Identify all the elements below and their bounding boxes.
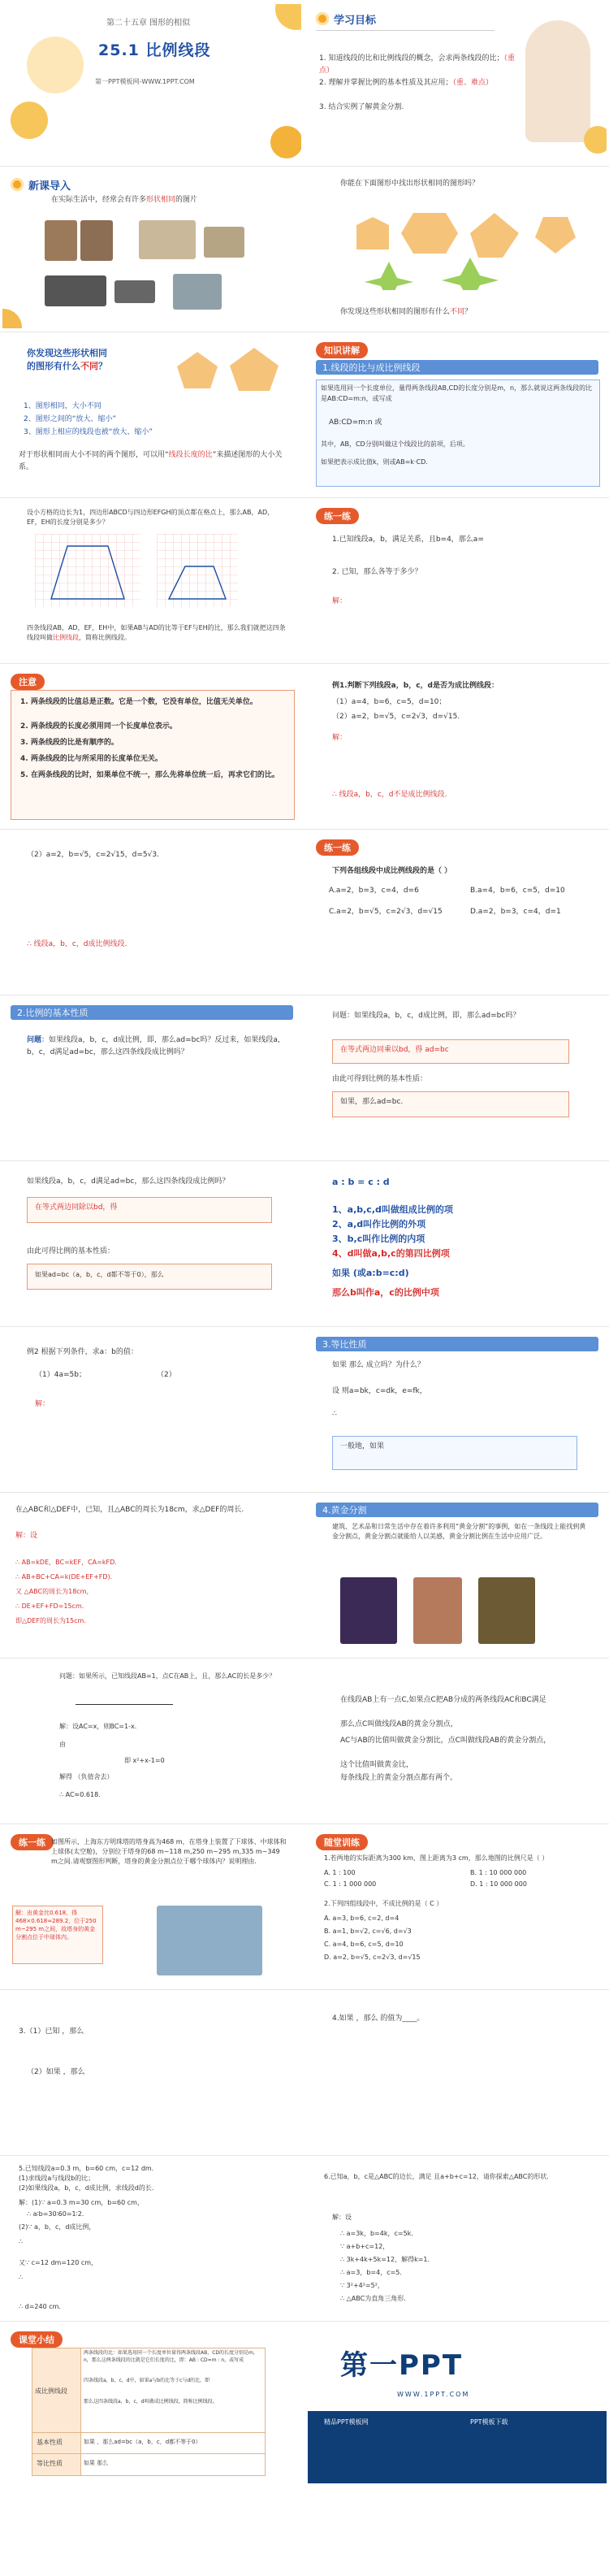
answer-label: 解： — [35, 1400, 50, 1408]
solution-step-1: ∴ AB=kDE，BC=kEF，CA=kFD. — [15, 1559, 117, 1566]
proportion-expression: a : b = c : d — [332, 1177, 390, 1187]
grid-figure — [35, 534, 246, 615]
question2-text: 你发现这些形状相同的图形有什么不同？ — [340, 308, 473, 316]
term-3: 3、b,c叫作比例的内项 — [332, 1234, 425, 1244]
question-text: 你能在下面图形中找出形状相同的图形吗？ — [340, 180, 480, 188]
example-text: 设小方格的边长为1，四边形ABCD与四边形EFGH的顶点都在格点上，那么AB，AD，EF，EH的长度分别是多少？ — [27, 509, 274, 526]
slide-golden-def[interactable] — [308, 1662, 607, 1820]
solution-step-2: 即 x²+x-1=0 — [124, 1757, 165, 1764]
golden-intro: 建筑、艺术品和日常生活中存在着许多利用“黄金分割”的事例，如在一条线段上能找到黄金分割点，黄金分割点就能给人以美感，黄金分割比例在生活中应用广泛。 — [332, 1523, 586, 1540]
slide-exercise-6[interactable] — [308, 2159, 607, 2318]
golden-def-3: AC与AB的比值叫做黄金分割比，点C叫做线段AB的黄金分割点， — [340, 1737, 551, 1745]
golden-def-4: 这个比值叫做黄金比， — [340, 1761, 414, 1769]
header-bullet-icon — [11, 178, 24, 191]
note-1: 1. 两条线段的比值总是正数。它是一个数，它没有单位，比值无关单位。 — [20, 698, 257, 706]
photo-statue — [413, 1577, 462, 1644]
problem-text: 问题：如果所示，已知线段AB=1，点C在AB上，且，那么AC的长是多少？ — [59, 1672, 276, 1680]
summary-item-4: 如果 ，那么ad=bc（a，b，c，d都不等于0） — [84, 2439, 201, 2445]
decor-circle — [584, 126, 607, 154]
question-text: 你发现这些形状相同 — [27, 348, 107, 358]
topic-bar: 4.黄金分割 — [316, 1503, 598, 1517]
answer-label: 解： — [332, 734, 348, 742]
mean-lead: 如果 (或a:b=c:d) — [332, 1268, 409, 1278]
answer-text: 解：由黄金比0.618，得468×0.618≈289.2，位于250 m~295 m之间，故塔身的黄金分割点位于中球体内。 — [15, 1910, 97, 1941]
pentagon-shape — [535, 217, 576, 254]
q2-option-b[interactable]: B. a=1, b=√2, c=√6, d=√3 — [324, 1928, 412, 1935]
brand-url[interactable]: WWW.1PPT.COM — [397, 2391, 470, 2398]
problem-text: 如果线段a，b，c，d满足ad=bc，那么这四条线段成比例吗？ — [27, 1177, 230, 1186]
note-text: 对于形状相同而大小不同的两个图形，可以用“线段长度的比”来描述图形的大小关系。 — [19, 451, 283, 471]
separator — [0, 166, 609, 167]
difference-1: 1、图形相同，大小不同 — [24, 402, 102, 410]
q5-step-4: ∴ — [19, 2238, 24, 2245]
photo-oriental-pearl-tower — [157, 1906, 262, 1975]
slide-goals[interactable] — [308, 4, 607, 163]
star-shape — [365, 262, 413, 290]
decor-circle — [11, 102, 48, 139]
summary-item-1: 两条线段的比：如果选用同一个长度单位量得两条线段AB，CD的长度分别是m，n，那么这两条线段的比就是它们长度的比，即：AB : CD=m : n，或写成 — [84, 2350, 258, 2363]
site-label: 第一PPT模板网-WWW.1PPT.COM — [95, 78, 195, 85]
photo-mona-lisa — [478, 1577, 535, 1644]
slide-exercise-1[interactable] — [308, 1828, 607, 1986]
pentagon-shape — [177, 352, 218, 388]
proof-text: 在等式两边同乘以bd，得 ad=bc — [340, 1046, 449, 1054]
mean-term: 那么b叫作a，c的比例中项 — [332, 1287, 439, 1298]
shape-set — [340, 201, 584, 290]
intro-text: 在实际生活中，经常会有许多形状相同的图片 — [51, 196, 198, 204]
practice-q2: 2. 已知，那么各等于多少？ — [332, 568, 422, 576]
slide-ad[interactable] — [308, 2325, 607, 2483]
slide-proportion-terms[interactable] — [308, 1164, 607, 1323]
q1-option-a[interactable]: A. 1 : 100 — [324, 1869, 356, 1876]
note-3: 3. 两条线段的比是有顺序的。 — [20, 739, 119, 747]
q5-step-5: 又∵ c=12 dm=120 cm， — [19, 2259, 98, 2266]
slide-practice-3[interactable] — [2, 1828, 301, 1986]
solution-step-5: 即△DEF的周长为15cm. — [15, 1617, 86, 1624]
note-2: 2. 两条线段的长度必须用同一个长度单位表示。 — [20, 722, 177, 731]
term-4: 4、d叫做a,b,c的第四比例项 — [332, 1248, 450, 1259]
section-tag: 练一练 — [316, 508, 359, 524]
summary-item-5: 如果 那么 — [84, 2460, 109, 2466]
decor-circle — [270, 126, 301, 158]
slide-practice-1[interactable] — [308, 501, 607, 660]
slide-exercise-5[interactable] — [2, 2159, 301, 2318]
exercise-q5: 5.已知线段a=0.3 m，b=60 cm，c=12 dm. — [19, 2165, 154, 2172]
q6-step-2: ∴ a=3k，b=4k，c=5k. — [340, 2230, 413, 2237]
proportional-def: 四条线段AB，AD，EF，EH中，如果AB与AD的比等于EF与EH的比，那么我们就把这四条线段叫做比例线段，简称比例线段。 — [27, 624, 286, 641]
photo-house-small — [204, 227, 244, 258]
slide-exercise-4[interactable] — [308, 1993, 607, 2152]
property-lead: 由此可得到比例的基本性质： — [332, 1075, 428, 1083]
note-5: 5. 在两条线段的比时，如果单位不统一，那么先将单位统一后，再求它们的比。 — [20, 771, 279, 779]
practice-problem: 如图所示，上海东方明珠塔的塔身高为468 m，在塔身上装置了下球体、中球体和上球体(太空舱)，分别位于塔身的68 m~118 m,250 m~295 m,335 m~349 m之间.请观察图形判断，塔身的黄金分割点位于哪个球体内？说明理由. — [51, 1838, 287, 1865]
topic-bar: 3.等比性质 — [316, 1337, 598, 1351]
photo-ballet — [340, 1577, 397, 1644]
slide-example-1[interactable] — [308, 667, 607, 826]
slide-example-1b[interactable] — [2, 833, 301, 991]
q6-step-5: ∴ a=3，b=4，c=5. — [340, 2269, 402, 2276]
property-lead: 由此可得比例的基本性质： — [27, 1247, 115, 1255]
separator — [0, 1658, 609, 1659]
header-bullet-icon — [316, 12, 329, 25]
option-d[interactable]: D.a=2，b=3，c=4，d=1 — [470, 908, 561, 916]
q1-option-c[interactable]: C. 1 : 1 000 000 — [324, 1880, 377, 1888]
segment-ab — [76, 1704, 173, 1705]
example-title: 在△ABC和△DEF中，已知，且△ABC的周长为18cm，求△DEF的周长. — [15, 1506, 244, 1514]
q5-step-2: ∴ a∶b=30∶60=1∶2. — [27, 2210, 84, 2218]
slide-main-title: 25.1 比例线段 — [98, 41, 211, 59]
exercise-q2: 2.下列四组线段中，不成比例的是（ C ） — [324, 1900, 443, 1907]
chapter-label: 第二十五章 图形的相似 — [106, 19, 191, 28]
answer-label: 解： — [332, 597, 348, 605]
solution-step-4: ∴ DE+EF+FD=15cm. — [15, 1602, 84, 1610]
slide-equal-ratio[interactable] — [308, 1330, 607, 1489]
footer-col2-title: PPT模板下载 — [470, 2418, 508, 2426]
solution-step-3: 解得 （负值舍去） — [59, 1773, 114, 1780]
separator — [0, 2155, 609, 2156]
example-item-2: （2）a=2，b=√5，c=2√3，d=√15. — [332, 713, 460, 721]
slide-basic-property[interactable] — [2, 999, 301, 1157]
proof-text: 在等式两边同除以bd，得 — [35, 1203, 118, 1212]
separator — [0, 2321, 609, 2322]
q2-option-a[interactable]: A. a=3, b=6, c=2, d=4 — [324, 1915, 400, 1922]
topic-bar: 2.比例的基本性质 — [11, 1005, 293, 1020]
practice-question: 下列各组线段中成比例线段的是（ ） — [332, 867, 452, 875]
slide-differences[interactable] — [2, 336, 301, 494]
solution-lead: 解：设AC=x，则BC=1-x. — [59, 1723, 137, 1730]
decor-circle — [2, 309, 22, 328]
example-title: 例1.判断下列线段a，b，c，d是否为成比例线段： — [332, 682, 499, 690]
solution-step-1: 由 — [59, 1741, 66, 1748]
q6-step-7: ∴ △ABC为直角三角形. — [340, 2295, 406, 2302]
photo-boy — [45, 220, 77, 261]
slide-header: 学习目标 — [316, 11, 376, 27]
separator — [0, 497, 609, 498]
q1-option-d[interactable]: D. 1 : 10 000 000 — [470, 1880, 527, 1888]
star-shape — [442, 258, 499, 290]
section-tag: 注意 — [11, 674, 45, 690]
solution-step-2: ∴ AB+BC+CA=k(DE+EF+FD). — [15, 1573, 113, 1581]
section-tag: 练一练 — [11, 1834, 54, 1850]
separator — [0, 1989, 609, 1990]
golden-def-5: 每条线段上的黄金分割点都有两个。 — [340, 1774, 458, 1782]
slide-shapes[interactable] — [308, 170, 607, 328]
summary-label-3: 等比性质 — [37, 2460, 63, 2467]
q5-part-2: (2)如果线段a，b，c，d成比例，求线段d的长. — [19, 2184, 154, 2192]
separator — [0, 829, 609, 830]
separator — [0, 1492, 609, 1493]
slide-exercise-3[interactable] — [2, 1993, 301, 2152]
photo-car — [45, 275, 106, 306]
problem-text: 问题：如果线段a，b，c，d成比例，即，那么ad=bc吗？ — [332, 1012, 520, 1020]
example-item-1: （1）a=4，b=6，c=5，d=10； — [332, 698, 447, 706]
example-item-2: （2） — [157, 1371, 176, 1379]
summary-label-2: 基本性质 — [37, 2439, 63, 2446]
hexagon-shape — [401, 213, 458, 254]
q5-part-1: (1)求线段a与线段b的比； — [19, 2175, 95, 2182]
q6-step-4: ∴ 3k+4k+5k=12，解得k=1. — [340, 2256, 430, 2263]
slide-ratio-def[interactable] — [308, 336, 607, 494]
divider — [316, 30, 495, 31]
terms-text: 其中，AB，CD分别叫做这个线段比的前项，后项。 — [321, 440, 469, 448]
pentagon-shape — [356, 217, 389, 249]
goal-2: 2. 理解并掌握比例的基本性质及其应用；（重、难点） — [319, 79, 493, 87]
example-title: 例2 根据下列条件，求a：b的值： — [27, 1348, 138, 1356]
property-text: 如果，那么ad=bc. — [340, 1098, 404, 1106]
q5-step-7: ∴ d=240 cm. — [19, 2303, 61, 2310]
golden-def-1: 在线段AB上有一点C,如果点C把AB分成的两条线段AC和BC满足 — [340, 1696, 546, 1704]
slide-grid-example[interactable] — [2, 501, 301, 660]
conclusion-text: ∴ 线段a，b，c，d成比例线段. — [27, 940, 127, 948]
slide-example-2[interactable] — [2, 1330, 301, 1489]
goal-3: 3. 结合实例了解黄金分割. — [319, 103, 404, 111]
equal-ratio-question: 如果 那么 成立吗？为什么？ — [332, 1361, 425, 1369]
option-a[interactable]: A.a=2，b=3，c=4，d=6 — [329, 887, 419, 895]
decor-circle — [275, 4, 301, 30]
slide-property-proof-2[interactable] — [2, 1164, 301, 1323]
slide-header: 新课导入 — [11, 176, 71, 193]
difference-3: 3、图形上相应的线段也被“放大、缩小” — [24, 428, 153, 436]
slide-summary[interactable] — [2, 2325, 301, 2483]
ratio-value-text: 如果把表示成比值k，则或AB=k·CD. — [321, 458, 428, 466]
q5-step-1: 解：(1)∵ a=0.3 m=30 cm，b=60 cm， — [19, 2199, 144, 2206]
example-item-2b: （2）a=2，b=√5，c=2√15，d=5√3. — [27, 851, 159, 859]
exercise-q3: 3.（1）已知 ，那么 — [19, 2027, 84, 2036]
summary-item-2: 四条线段a，b，c，d中，如果a与b的比等于c与d的比，即 — [84, 2378, 210, 2383]
q2-option-d[interactable]: D. a=2, b=√5, c=2√3, d=√15 — [324, 1954, 421, 1961]
separator — [0, 1326, 609, 1327]
ratio-notation: AB:CD=m:n 或 — [329, 418, 382, 427]
slide-property-proof-1[interactable] — [308, 999, 607, 1157]
summary-item-3: 那么这四条线段a，b，c，d叫做成比例线段，简称比例线段。 — [84, 2399, 218, 2405]
photo-plane — [173, 274, 222, 310]
q5-step-3: (2)∵ a，b，c，d成比例， — [19, 2223, 96, 2231]
term-2: 2、a,d叫作比例的外项 — [332, 1219, 426, 1229]
note-4: 4. 两条线段的比与所采用的长度单位无关。 — [20, 755, 162, 763]
solution-step-4: ∴ AC≈0.618. — [59, 1791, 101, 1798]
slide-example-3[interactable] — [2, 1496, 301, 1654]
equal-ratio-step-2: ∴ — [332, 1410, 337, 1418]
golden-def-2: 那么点C叫做线段AB的黄金分割点， — [340, 1720, 458, 1728]
problem-text: 问题：如果线段a，b，c，d成比例，即，那么ad=bc吗？反过来，如果线段a，b，c，d满足ad=bc，那么这四条线段成比例吗？ — [27, 1036, 285, 1056]
property-text: 如果ad=bc（a，b，c，d都不等于0），那么 — [35, 1271, 164, 1278]
separator — [0, 663, 609, 664]
section-tag: 随堂训练 — [316, 1834, 368, 1850]
equal-ratio-step-1: 设 则a=bk，c=dk，e=fk， — [332, 1387, 427, 1395]
q6-step-1: 解：设 — [332, 2214, 352, 2221]
section-tag: 练一练 — [316, 839, 359, 856]
equal-ratio-general: 一般地，如果 — [340, 1442, 385, 1451]
conclusion-text: ∴ 线段a，b，c，d不是成比例线段. — [332, 791, 447, 799]
pentagon-shape — [230, 348, 279, 391]
decor-circle — [27, 37, 84, 93]
slide-golden-section[interactable] — [308, 1496, 607, 1654]
term-1: 1、a,b,c,d叫做组成比例的项 — [332, 1204, 453, 1215]
topic-bar: 1.线段的比与成比例线段 — [316, 360, 598, 375]
pentagon-shape — [470, 213, 519, 258]
photo-house — [139, 220, 196, 259]
q6-step-6: ∵ 3²+4²=5²， — [340, 2282, 384, 2289]
slide-golden-problem[interactable] — [2, 1662, 301, 1820]
photo-boy-small — [80, 220, 113, 261]
slide-notes[interactable] — [2, 667, 301, 826]
q2-option-c[interactable]: C. a=4, b=6, c=5, d=10 — [324, 1941, 404, 1948]
option-b[interactable]: B.a=4，b=6，c=5，d=10 — [470, 887, 565, 895]
separator — [0, 1160, 609, 1161]
section-tag: 知识讲解 — [316, 342, 368, 358]
slide-intro[interactable] — [2, 170, 301, 328]
summary-label-1: 成比例线段 — [35, 2387, 67, 2395]
section-tag: 课堂小结 — [11, 2331, 63, 2348]
exercise-q6: 6.已知a，b，c是△ABC的边长，满足 且a+b+c=12，请你探索△ABC的形状. — [324, 2173, 549, 2180]
slide-title[interactable] — [2, 4, 301, 163]
definition-text: 如果选用同一个长度单位，量得两条线段AB,CD的长度分别是m，n，那么就说这两条线段的比是AB:CD=m:n，或写成 — [321, 384, 593, 402]
exercise-q1: 1.若两地的实际距离为300 km，图上距离为3 cm，那么地图的比例尺是（ ） — [324, 1854, 549, 1862]
practice-q1: 1.已知线段a，b，满足关系，且b=4，那么a= — [332, 536, 484, 544]
example-item-1: （1）4a=5b； — [35, 1371, 86, 1379]
option-c[interactable]: C.a=2，b=√5，c=2√3，d=√15 — [329, 908, 443, 916]
solution-step-3: 又 △ABC的周长为18cm， — [15, 1588, 93, 1595]
footer-col1-title: 精品PPT模板网 — [324, 2418, 369, 2426]
exercise-q4: 4.如果 ，那么 的值为____。 — [332, 2014, 425, 2023]
q1-option-b[interactable]: B. 1 : 10 000 000 — [470, 1869, 527, 1876]
teacher-illustration — [525, 20, 590, 142]
question-text-2: 的图形有什么不同？ — [27, 361, 107, 371]
goal-1: 1. 知道线段的比和比例线段的概念，会求两条线段的比；（重点） — [319, 54, 515, 75]
difference-2: 2、图形之间的“放大、缩小” — [24, 415, 117, 423]
exercise-q3-2: （2）如果 ，那么 — [27, 2068, 85, 2076]
photo-car-small — [114, 280, 155, 303]
slide-practice-2[interactable] — [308, 833, 607, 991]
pentagon-pair — [165, 344, 287, 392]
q6-step-3: ∵ a+b+c=12， — [340, 2243, 390, 2250]
q5-step-6: ∴ — [19, 2274, 24, 2281]
brand-logo: 第一PPT — [340, 2349, 464, 2382]
answer-label: 解：设 — [15, 1532, 38, 1540]
